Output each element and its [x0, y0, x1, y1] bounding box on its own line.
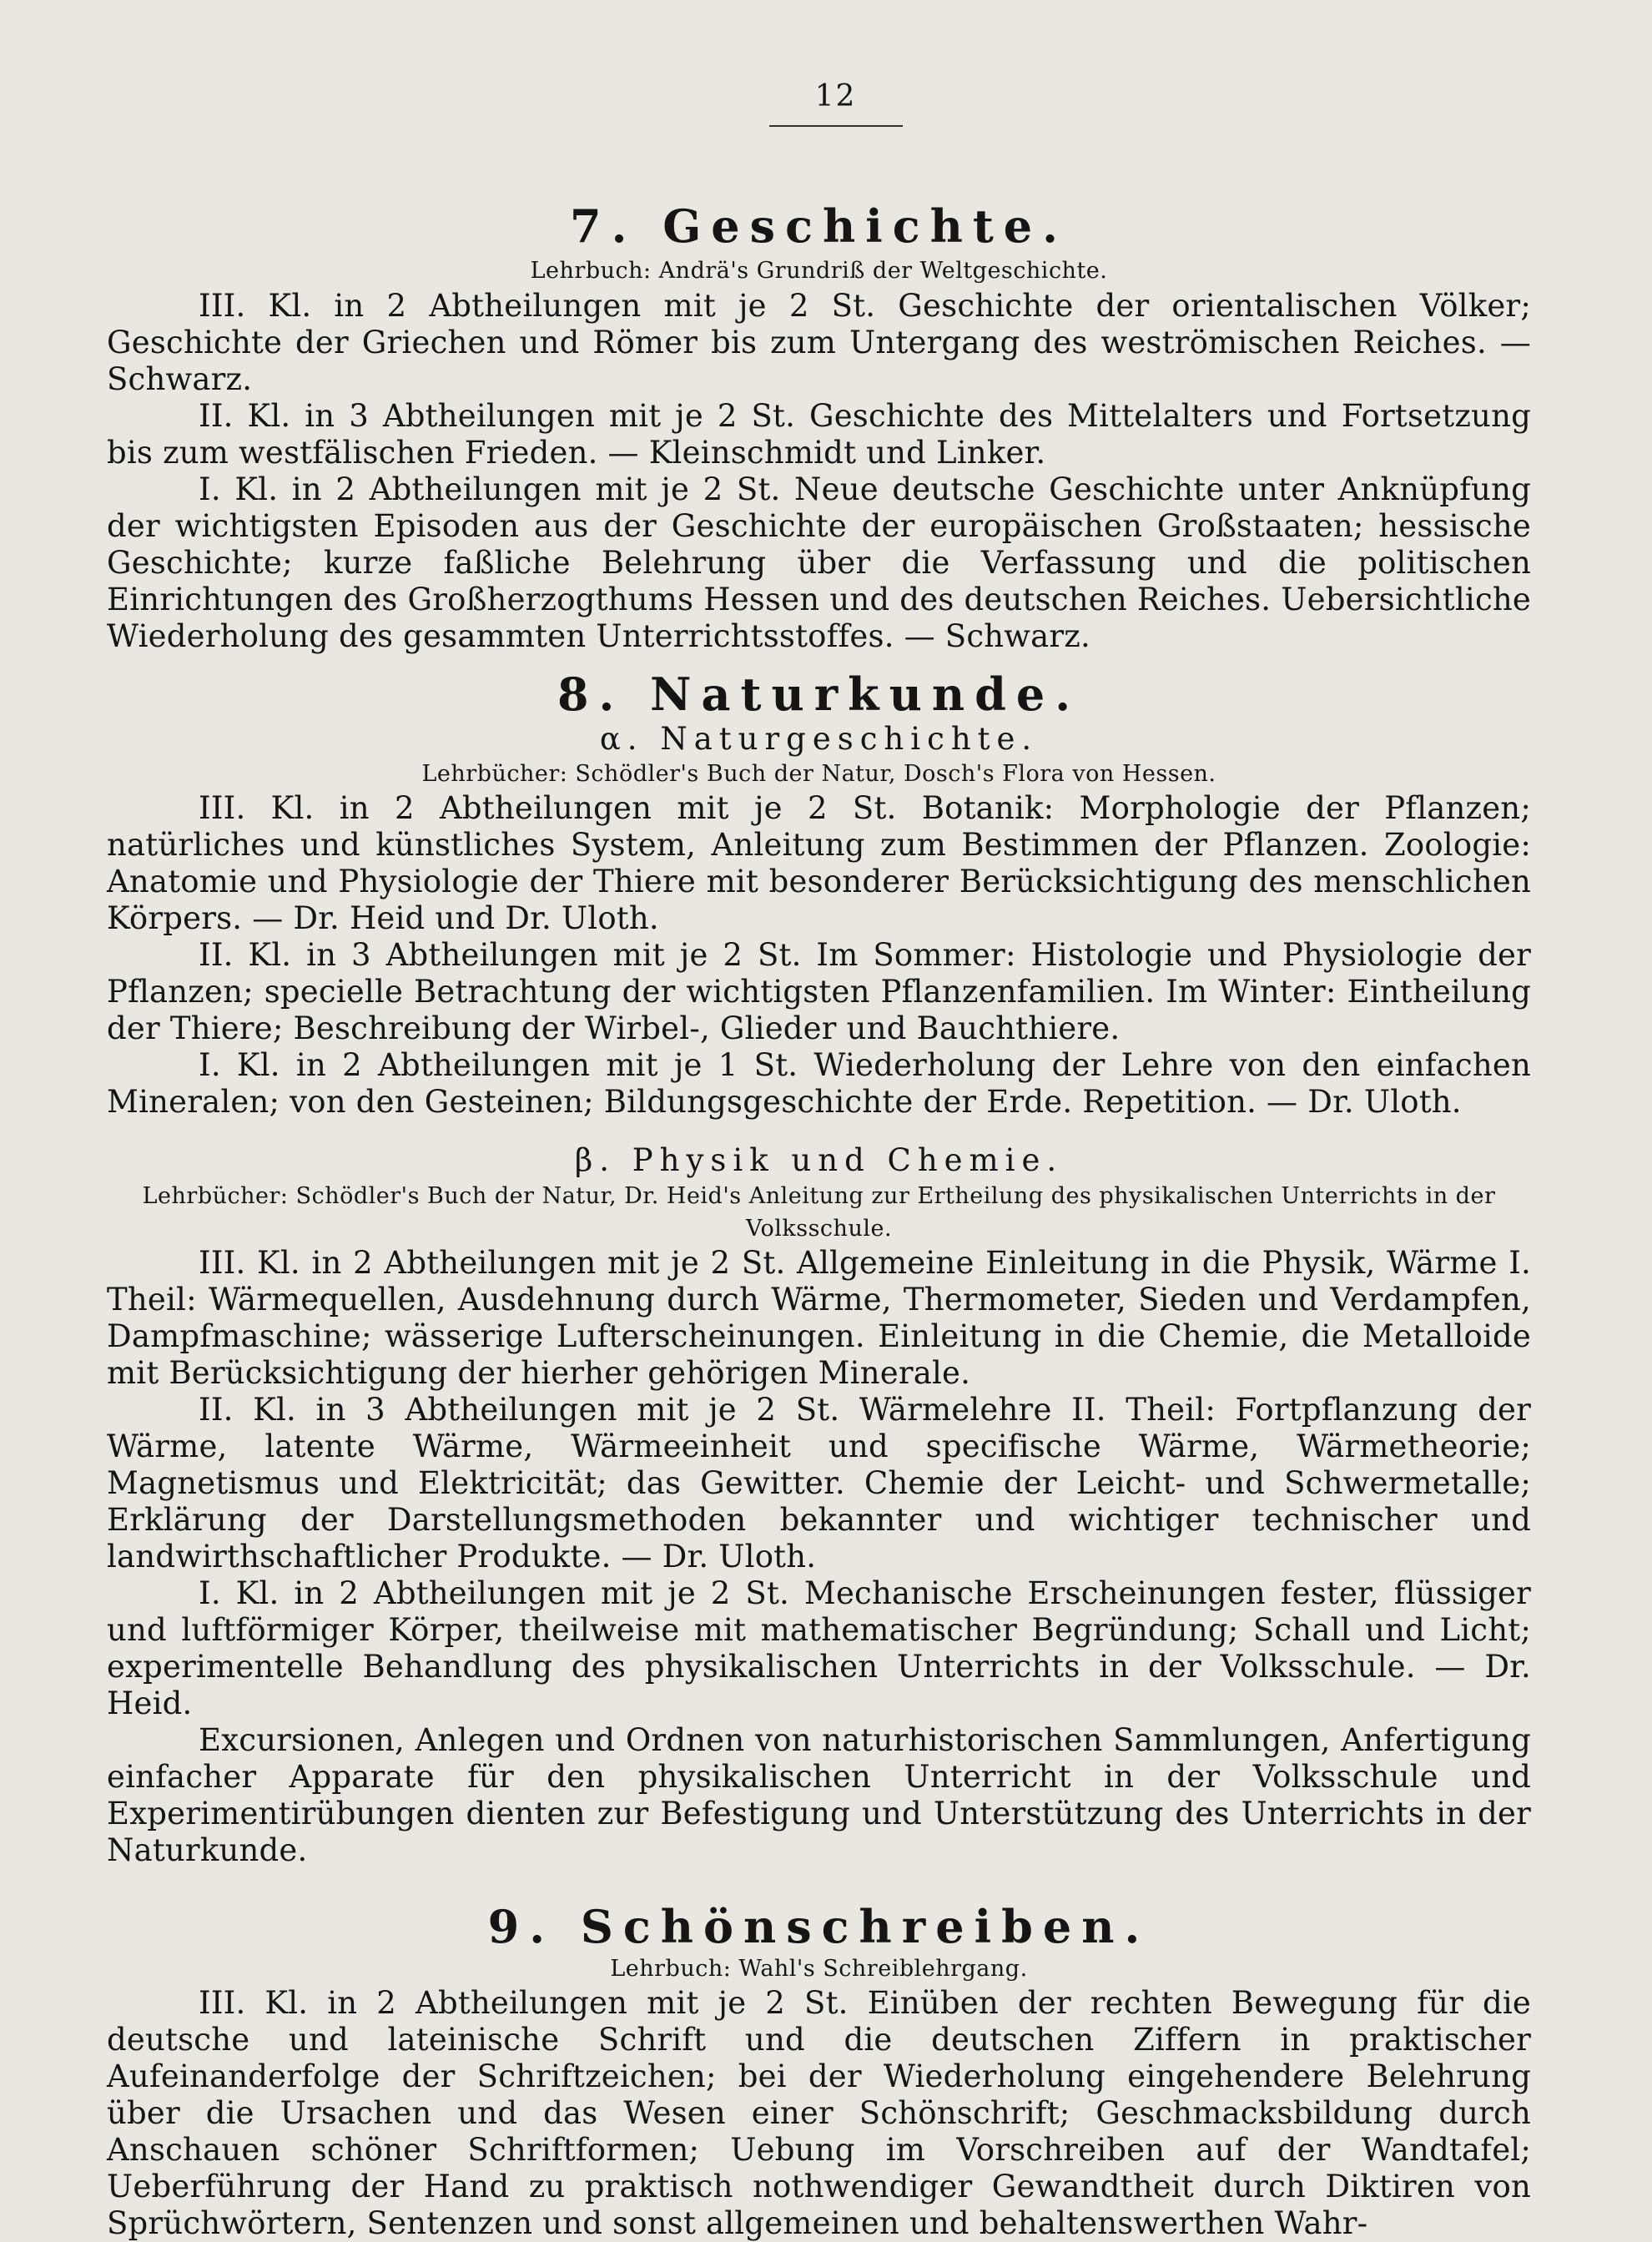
lehrbuch-naturgeschichte: Lehrbücher: Schödler's Buch der Natur, Dosch's Flora von Hessen. [421, 761, 1216, 788]
paragraph: III. Kl. in 2 Abtheilungen mit je 2 St. Einüben der rechten Bewegung für die deutsche und lateinische Schrift und die deutschen Ziffern in praktischer Aufeinanderfolge der Schriftzeichen; bei der Wiederholung eingehendere Belehrung über die Ursachen und das Wesen einer Schönschrift; Geschmacksbildung durch Anschauen schöner Schriftformen; Uebung im Vorschreiben auf der Wandtafel; Ueberführung der Hand zu praktisch nothwendiger Gewandtheit durch Diktiren von Sprüchwörtern, Sentenzen und sonst allgemeinen und behaltenswerthen Wahr- [107, 1984, 1531, 2241]
page-number: 12 [814, 79, 857, 113]
section-heading-schoenschreiben: 9. Schönschreiben. [487, 1900, 1151, 1954]
paragraph: III. Kl. in 2 Abtheilungen mit je 2 St. Allgemeine Einleitung in die Physik, Wärme I. Theil: Wärmequellen, Ausdehnung durch Wärme, Thermometer, Sieden und Verdampfen, Dampfmaschine; wässerige Lufterscheinungen. Einleitung in die Chemie, die Metalloide mit Berücksichtigung der hierher gehörigen Minerale. [107, 1245, 1531, 1392]
paragraph: III. Kl. in 2 Abtheilungen mit je 2 St. Botanik: Morphologie der Pflanzen; natürliches und künstliches System, Anleitung zum Bestimmen der Pflanzen. Zoologie: Anatomie und Physiologie der Thiere mit besonderer Berücksichtigung des menschlichen Körpers. — Dr. Heid und Dr. Uloth. [107, 790, 1531, 937]
paragraph: I. Kl. in 2 Abtheilungen mit je 2 St. Mechanische Erscheinungen fester, flüssiger und luftförmiger Körper, theilweise mit mathematischer Begründung; Schall und Licht; experimentelle Behandlung des physikalischen Unterrichts in der Volksschule. — Dr. Heid. [107, 1575, 1531, 1722]
lehrbuch-physik-chemie: Lehrbücher: Schödler's Buch der Natur, Dr. Heid's Anleitung zur Ertheilung des physikalischen Unterrichts in der Volksschule. [142, 1182, 1496, 1242]
paragraph: III. Kl. in 2 Abtheilungen mit je 2 St. Geschichte der orientalischen Völker; Geschichte der Griechen und Römer bis zum Untergang des weströmischen Reiches. — Schwarz. [107, 287, 1531, 397]
paragraph: Excursionen, Anlegen und Ordnen von naturhistorischen Sammlungen, Anfertigung einfacher Apparate für den physikalischen Unterricht in der Volksschule und Experimentirübungen dienten zur Befestigung und Unterstützung des Unterrichts in der Naturkunde. [107, 1722, 1531, 1869]
paragraph: I. Kl. in 2 Abtheilungen mit je 1 St. Wiederholung der Lehre von den einfachen Mineralen; von den Gesteinen; Bildungsgeschichte der Erde. Repetition. — Dr. Uloth. [107, 1047, 1531, 1121]
section-heading-naturkunde: 8. Naturkunde. [557, 667, 1081, 721]
page-number-rule [769, 125, 903, 127]
subsection-heading-physik-chemie: β. Physik und Chemie. [574, 1142, 1064, 1179]
lehrbuch-geschichte: Lehrbuch: Andrä's Grundriß der Weltgeschichte. [530, 258, 1108, 285]
paragraph: II. Kl. in 3 Abtheilungen mit je 2 St. Geschichte des Mittelalters und Fortsetzung bis zum westfälischen Frieden. — Kleinschmidt und Linker. [107, 397, 1531, 471]
paragraph: II. Kl. in 3 Abtheilungen mit je 2 St. Wärmelehre II. Theil: Fortpflanzung der Wärme, latente Wärme, Wärmeeinheit und specifische Wärme, Wärmetheorie; Magnetismus und Elektricität; das Gewitter. Chemie der Leicht- und Schwermetalle; Erklärung der Darstellungsmethoden bekannter und wichtiger technischer und landwirthschaftlicher Produkte. — Dr. Uloth. [107, 1392, 1531, 1575]
subsection-heading-naturgeschichte: α. Naturgeschichte. [599, 720, 1039, 757]
paragraph: I. Kl. in 2 Abtheilungen mit je 2 St. Neue deutsche Geschichte unter Anknüpfung der wichtigsten Episoden aus der Geschichte der europäischen Großstaaten; hessische Geschichte; kurze faßliche Belehrung über die Verfassung und die politischen Einrichtungen des Großherzogthums Hessen und des deutschen Reiches. Uebersichtliche Wiederholung des gesammten Unterrichtsstoffes. — Schwarz. [107, 471, 1531, 654]
lehrbuch-schoenschreiben: Lehrbuch: Wahl's Schreiblehrgang. [610, 1955, 1028, 1982]
paragraph: II. Kl. in 3 Abtheilungen mit je 2 St. Im Sommer: Histologie und Physiologie der Pflanzen; specielle Betrachtung der wichtigsten Pflanzenfamilien. Im Winter: Eintheilung der Thiere; Beschreibung der Wirbel-, Glieder und Bauchthiere. [107, 937, 1531, 1047]
section-heading-geschichte: 7. Geschichte. [570, 199, 1068, 253]
